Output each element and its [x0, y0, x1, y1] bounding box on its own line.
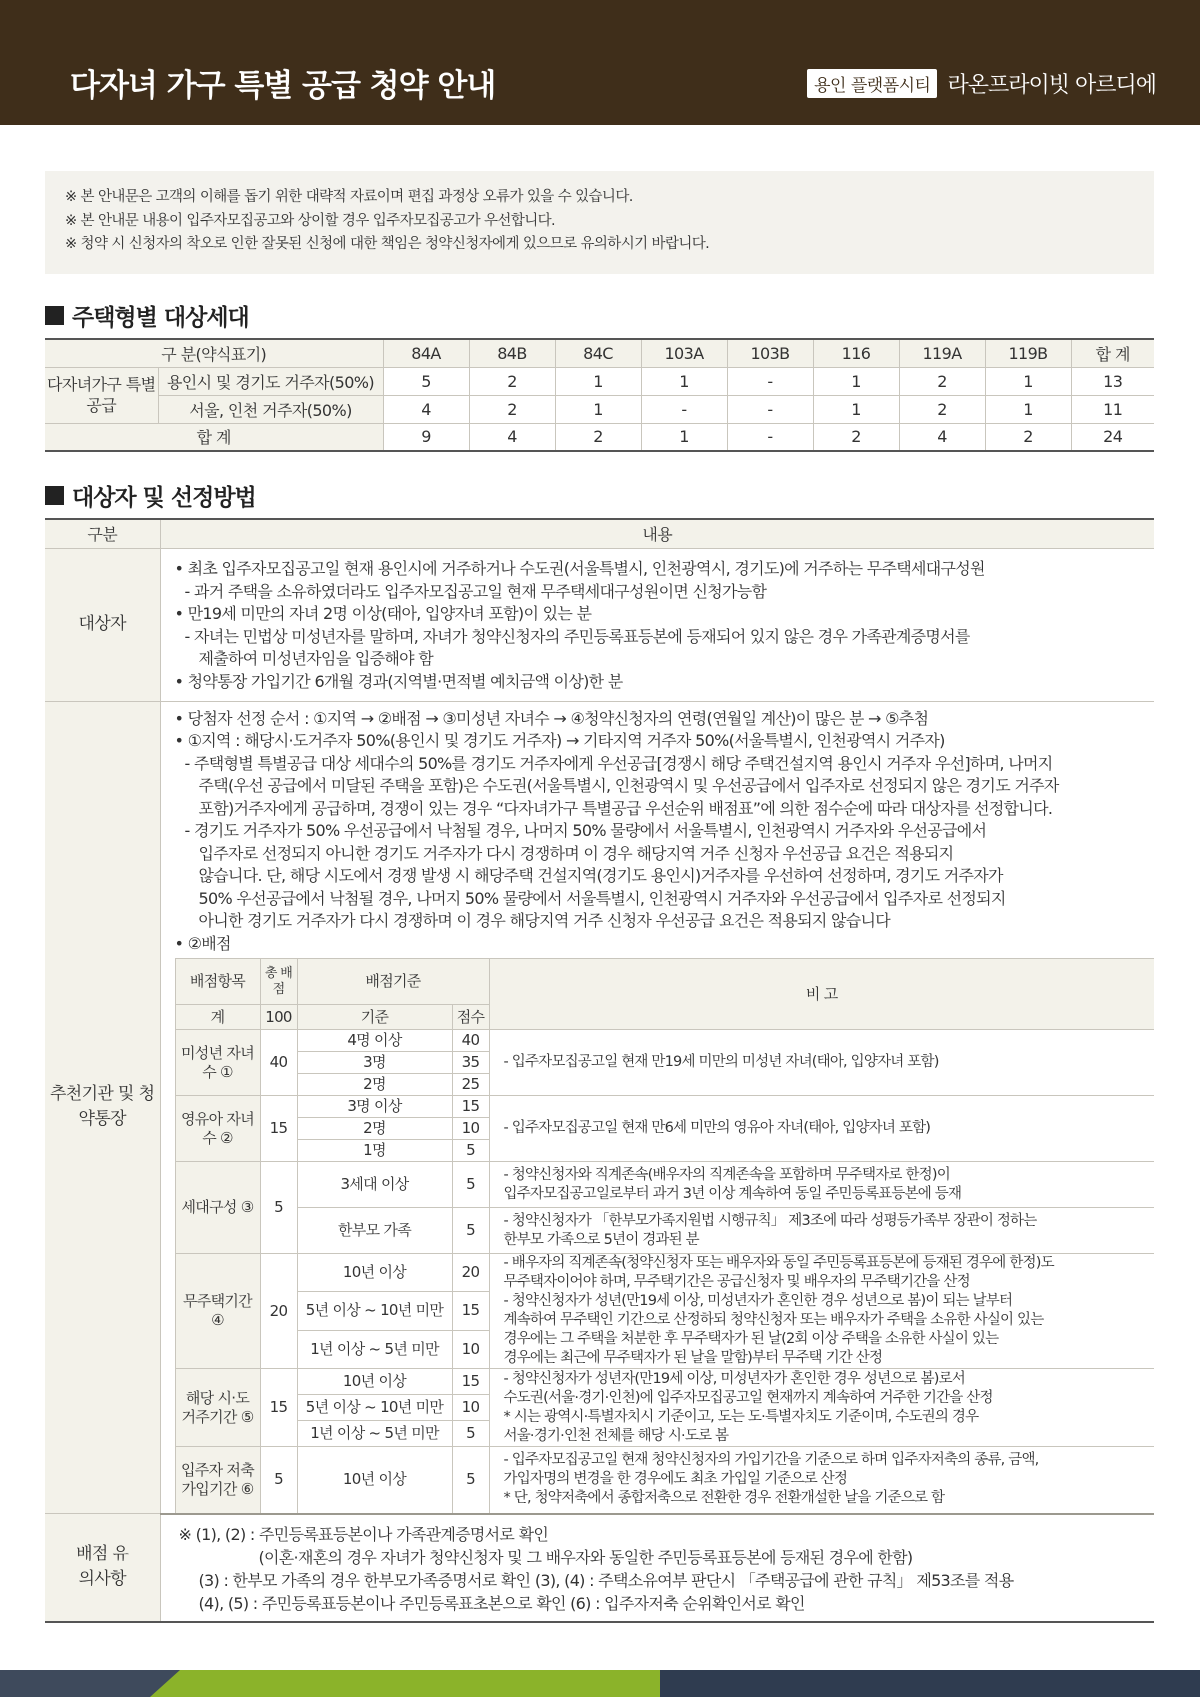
- note-line: 계속하여 무주택인 기간으로 산정하되 청약신청자 또는 배우자가 주택을 소유한 사실이 있는: [503, 1312, 1044, 1328]
- table-cell: 1: [641, 423, 727, 451]
- table-cell: 1: [555, 395, 641, 423]
- subheader-cell: 계: [175, 1005, 260, 1030]
- table-cell: 1: [813, 395, 899, 423]
- score-basis: 10년 이상: [297, 1254, 452, 1292]
- header-cell: 내용: [160, 519, 1154, 548]
- score-value: 5: [452, 1140, 489, 1162]
- content-line: • 당첨자 선정 순서 : ①지역 → ②배점 → ③미성년 자녀수 → ④청약신청자의 연령(연월일 계산)이 많은 분 → ⑤추첨: [174, 708, 929, 728]
- type-header: 103B: [727, 339, 813, 367]
- score-row: [175, 1096, 1154, 1118]
- score-value: 15: [452, 1292, 489, 1330]
- table-row: [45, 395, 1154, 423]
- content-line: (이혼·재혼의 경우 자녀가 청약신청자 및 그 배우자와 동일한 주민등록표등본에 등재된 경우에 한함): [258, 1547, 913, 1567]
- type-header: 84A: [383, 339, 469, 367]
- table-cell: 2: [469, 395, 555, 423]
- score-item: 영유아 자녀수 ②: [175, 1096, 260, 1162]
- page-header: [0, 0, 1200, 125]
- score-basis: 10년 이상: [297, 1447, 452, 1513]
- section-title-selection: [45, 479, 256, 512]
- square-bullet-icon: [45, 306, 64, 325]
- score-basis: 4명 이상: [297, 1030, 452, 1052]
- unit-allocation-table: [45, 338, 1154, 452]
- table-cell: 11: [1071, 395, 1154, 423]
- score-total: 15: [260, 1369, 297, 1447]
- score-value: 5: [452, 1208, 489, 1254]
- type-header: 합 계: [1071, 339, 1154, 367]
- content-line: (3) : 한부모 가족의 경우 한부모가족증명서로 확인 (3), (4) : 주택소유여부 판단시 「주택공급에 관한 규칙」 제53조를 적용: [198, 1570, 1014, 1590]
- brand-name: 라온프라이빗 아르디에: [947, 73, 1156, 98]
- score-total: 20: [260, 1254, 297, 1369]
- type-header: 119B: [985, 339, 1071, 367]
- score-value: 5: [452, 1162, 489, 1208]
- score-basis: 10년 이상: [297, 1369, 452, 1395]
- target-label: 대상자: [45, 548, 160, 701]
- table-cell: 1: [555, 367, 641, 395]
- score-value: 40: [452, 1030, 489, 1052]
- score-note: [489, 1030, 1154, 1096]
- table-cell: 1: [813, 367, 899, 395]
- content-line: • 만19세 미만의 자녀 2명 이상(태아, 입양자녀 포함)이 있는 분: [174, 604, 592, 623]
- score-total: 15: [260, 1096, 297, 1162]
- content-line: • ②배점: [174, 933, 231, 953]
- footer-accent-green: [150, 1670, 660, 1697]
- table-cell: 2: [985, 423, 1071, 451]
- score-row: [175, 1447, 1154, 1513]
- note-line: - 입주자모집공고일 현재 만6세 미만의 영유아 자녀(태아, 입양자녀 포함): [503, 1120, 931, 1136]
- table-row: [45, 367, 1154, 395]
- selection-label: 추천기관 및 청약통장: [45, 701, 160, 1514]
- content-line: (4), (5) : 주민등록표등본이나 주민등록표초본으로 확인 (6) : 입주자저축 순위확인서로 확인: [198, 1593, 805, 1613]
- score-note: [489, 1208, 1154, 1254]
- score-basis: 5년 이상 ~ 10년 미만: [297, 1395, 452, 1421]
- score-item: 입주자 저축 가입기간 ⑥: [175, 1447, 260, 1513]
- brand-badge: 용인 플랫폼시티: [807, 69, 937, 98]
- notice-line: ※ 본 안내문 내용이 입주자모집공고와 상이할 경우 입주자모집공고가 우선합니다.: [65, 212, 556, 229]
- table-cell: 13: [1071, 367, 1154, 395]
- table-cell: 4: [899, 423, 985, 451]
- table-header-row: [45, 339, 1154, 367]
- subheader-cell: 100: [260, 1005, 297, 1030]
- table-cell: -: [727, 423, 813, 451]
- header-cell: 배점항목: [175, 959, 260, 1005]
- selection-content: [160, 701, 1154, 1514]
- score-basis: 1명: [297, 1140, 452, 1162]
- group-label: 다자녀가구 특별공급: [45, 367, 158, 423]
- subheader-cell: 점수: [452, 1005, 489, 1030]
- note-line: 가입자명의 변경을 한 경우에도 최초 가입일 기준으로 산정: [503, 1471, 848, 1488]
- content-line: 주택(우선 공급에서 미달된 주택을 포함)은 수도권(서울특별시, 인천광역시 및 우선공급에서 입주자로 선정되지 않은 경기도 거주자: [198, 776, 1059, 795]
- table-cell: -: [727, 367, 813, 395]
- score-item: 세대구성 ③: [175, 1162, 260, 1254]
- score-value: 20: [452, 1254, 489, 1292]
- note-line: 경우에는 그 주택을 처분한 후 무주택자가 된 날(2회 이상 주택을 소유한 사실이 있는: [503, 1331, 999, 1347]
- notice-box: [45, 171, 1154, 274]
- target-row: [45, 548, 1154, 701]
- score-value: 5: [452, 1447, 489, 1513]
- note-line: - 청약신청자가 성년자(만19세 이상, 미성년자가 혼인한 경우 성년으로 봄)로서: [503, 1370, 965, 1387]
- header-cell: 배점기준: [297, 959, 489, 1005]
- brand-block: [807, 68, 1156, 99]
- score-row: [175, 1030, 1154, 1052]
- score-value: 10: [452, 1330, 489, 1368]
- note-line: - 입주자모집공고일 현재 청약신청자의 가입기간을 기준으로 하며 입주자저축의 종류, 금액,: [503, 1452, 1039, 1469]
- score-table: [175, 958, 1155, 1513]
- notice-line: ※ 청약 시 신청자의 착오로 인한 잘못된 신청에 대한 책임은 청약신청자에게 있으므로 유의하시기 바랍니다.: [65, 236, 710, 252]
- content-line: - 주택형별 특별공급 대상 세대수의 50%를 경기도 거주자에게 우선공급[경쟁시 해당 주택건설지역 용인시 거주자 우선]하며, 나머지: [184, 753, 1053, 773]
- notice-line: ※ 본 안내문은 고객의 이해를 돕기 위한 대략적 자료이며 편집 과정상 오류가 있을 수 있습니다.: [65, 189, 633, 205]
- note-line: 무주택자이어야 하며, 무주택기간은 공급신청자 및 배우자의 무주택기간을 산정: [503, 1274, 970, 1290]
- content-line: • ①지역 : 해당시·도거주자 50%(용인시 및 경기도 거주자) → 기타지역 거주자 50%(서울특별시, 인천광역시 거주자): [174, 731, 945, 750]
- score-basis: 5년 이상 ~ 10년 미만: [297, 1292, 452, 1330]
- score-basis: 1년 이상 ~ 5년 미만: [297, 1330, 452, 1368]
- score-note: [489, 1096, 1154, 1162]
- score-value: 15: [452, 1369, 489, 1395]
- square-bullet-icon: [45, 486, 64, 505]
- score-basis: 2명: [297, 1074, 452, 1096]
- section-title-text: 대상자 및 선정방법: [72, 485, 256, 511]
- table-cell: 2: [469, 367, 555, 395]
- table-cell: 2: [899, 367, 985, 395]
- score-total: 5: [260, 1162, 297, 1254]
- score-note: [489, 1162, 1154, 1208]
- score-total: 5: [260, 1447, 297, 1513]
- score-item: 해당 시·도 거주기간 ⑤: [175, 1369, 260, 1447]
- score-total: 40: [260, 1030, 297, 1096]
- score-value: 25: [452, 1074, 489, 1096]
- table-cell: 2: [555, 423, 641, 451]
- table-header-row: [45, 519, 1154, 548]
- table-cell: 5: [383, 367, 469, 395]
- score-row: [175, 1208, 1154, 1254]
- score-row: [175, 1254, 1154, 1292]
- content-line: 아니한 경기도 거주자가 다시 경쟁하며 이 경우 해당지역 거주 신청자 우선공급 요건은 적용되지 않습니다: [198, 911, 891, 930]
- type-header: 84C: [555, 339, 641, 367]
- score-note: [489, 1447, 1154, 1513]
- score-basis: 1년 이상 ~ 5년 미만: [297, 1421, 452, 1447]
- type-header: 84B: [469, 339, 555, 367]
- header-cell: 구 분(약식표기): [45, 339, 383, 367]
- score-basis: 3명 이상: [297, 1096, 452, 1118]
- note-line: - 청약신청자가 성년(만19세 이상, 미성년자가 혼인한 경우 성년으로 봄)이 되는 날부터: [503, 1293, 1013, 1309]
- content-line: ※ (1), (2) : 주민등록표등본이나 가족관계증명서로 확인: [178, 1524, 549, 1544]
- note-line: * 시는 광역시·특별자치시 기준이고, 도는 도·특별자치도 기준이며, 수도권의 경우: [503, 1408, 979, 1425]
- content-line: 입주자로 선정되지 아니한 경기도 거주자가 다시 경쟁하며 이 경우 해당지역 거주 신청자 우선공급 요건은 적용되지: [198, 843, 954, 863]
- table-cell: 1: [985, 395, 1071, 423]
- table-cell: 9: [383, 423, 469, 451]
- header-cell: 구분: [45, 519, 160, 548]
- score-basis: 한부모 가족: [297, 1208, 452, 1254]
- table-cell: -: [727, 395, 813, 423]
- score-note: [489, 1254, 1154, 1369]
- caution-label: 배점 유의사항: [45, 1514, 160, 1622]
- type-header: 119A: [899, 339, 985, 367]
- note-line: - 청약신청자와 직계존속(배우자의 직계존속을 포함하며 무주택자로 한정)이: [503, 1166, 950, 1183]
- content-line: - 자녀는 민법상 미성년자를 말하며, 자녀가 청약신청자의 주민등록표등본에 등재되어 있지 않은 경우 가족관계증명서를: [184, 626, 970, 646]
- note-line: - 배우자의 직계존속(청약신청자 또는 배우자와 동일 주민등록표등본에 등재된 경우에 한정)도: [503, 1255, 1054, 1271]
- note-line: 서울·경기·인천 전체를 해당 시·도로 봄: [503, 1427, 729, 1444]
- table-cell: 4: [383, 395, 469, 423]
- score-row: [175, 1162, 1154, 1208]
- caution-row: [45, 1514, 1154, 1622]
- table-cell: 2: [813, 423, 899, 451]
- score-value: 15: [452, 1096, 489, 1118]
- score-note: [489, 1369, 1154, 1447]
- total-label: 합 계: [45, 423, 383, 451]
- page-title: 다자녀 가구 특별 공급 청약 안내: [70, 68, 496, 104]
- caution-content: [160, 1514, 1154, 1622]
- table-cell: 4: [469, 423, 555, 451]
- section-title-text: 주택형별 대상세대: [72, 305, 249, 331]
- selection-table: [45, 518, 1154, 1623]
- score-item: 무주택기간 ④: [175, 1254, 260, 1369]
- row-label: 용인시 및 경기도 거주자(50%): [158, 367, 383, 395]
- score-basis: 2명: [297, 1118, 452, 1140]
- note-line: * 단, 청약저축에서 종합저축으로 전환한 경우 전환개설한 날을 기준으로 함: [503, 1490, 945, 1507]
- header-cell: 총 배점: [260, 959, 297, 1005]
- content-line: - 과거 주택을 소유하였더라도 입주자모집공고일 현재 무주택세대구성원이면 신청가능함: [184, 581, 767, 601]
- score-item: 미성년 자녀수 ①: [175, 1030, 260, 1096]
- score-value: 10: [452, 1395, 489, 1421]
- total-row: [45, 423, 1154, 451]
- content-line: 포함)거주자에게 공급하며, 경쟁이 있는 경우 “다자녀가구 특별공급 우선순위 배점표”에 의한 점수순에 따라 대상자를 선정합니다.: [198, 798, 1053, 818]
- footer-accent-navy: [660, 1670, 1200, 1697]
- table-cell: 1: [641, 367, 727, 395]
- row-label: 서울, 인천 거주자(50%): [158, 395, 383, 423]
- section-title-units: [45, 299, 249, 332]
- score-row: [175, 1369, 1154, 1395]
- score-basis: 3세대 이상: [297, 1162, 452, 1208]
- note-line: 입주자모집공고일로부터 과거 3년 이상 계속하여 동일 주민등록표등본에 등재: [503, 1185, 962, 1202]
- score-basis: 3명: [297, 1052, 452, 1074]
- table-cell: 24: [1071, 423, 1154, 451]
- content-line: 않습니다. 단, 해당 시도에서 경쟁 발생 시 해당주택 건설지역(경기도 용인시)거주자를 우선하여 선정하며, 경기도 거주자가: [198, 866, 1003, 885]
- content-line: • 최초 입주자모집공고일 현재 용인시에 거주하거나 수도권(서울특별시, 인천광역시, 경기도)에 거주하는 무주택세대구성원: [174, 559, 985, 578]
- content-line: 50% 우선공급에서 낙첨될 경우, 나머지 50% 물량에서 서울특별시, 인천광역시 거주자와 우선공급에서 입주자로 선정되지: [198, 888, 1006, 908]
- subheader-cell: 기준: [297, 1005, 452, 1030]
- type-header: 116: [813, 339, 899, 367]
- target-content: [160, 548, 1154, 701]
- note-line: 한부모 가족으로 5년이 경과된 분: [503, 1231, 699, 1248]
- table-cell: 1: [985, 367, 1071, 395]
- score-value: 5: [452, 1421, 489, 1447]
- header-cell: 비 고: [489, 959, 1154, 1030]
- content-line: • 청약통장 가입기간 6개월 경과(지역별·면적별 예치금액 이상)한 분: [174, 671, 623, 691]
- content-line: 제출하여 미성년자임을 입증해야 함: [198, 649, 433, 668]
- table-cell: 2: [899, 395, 985, 423]
- footer-bar: [0, 1670, 1200, 1697]
- score-header-row: [175, 959, 1154, 1005]
- content-line: - 경기도 거주자가 50% 우선공급에서 낙첨될 경우, 나머지 50% 물량에서 서울특별시, 인천광역시 거주자와 우선공급에서: [184, 821, 987, 840]
- note-line: - 입주자모집공고일 현재 만19세 미만의 미성년 자녀(태아, 입양자녀 포함): [503, 1054, 939, 1070]
- note-line: 경우에는 최근에 무주택자가 된 날을 말함)부터 무주택 기간 산정: [503, 1350, 883, 1366]
- note-line: - 청약신청자가 「한부모가족지원법 시행규칙」 제3조에 따라 성평등가족부 장관이 정하는: [503, 1212, 1037, 1229]
- note-line: 수도권(서울·경기·인천)에 입주자모집공고일 현재까지 계속하여 거주한 기간을 산정: [503, 1389, 993, 1406]
- table-cell: -: [641, 395, 727, 423]
- selection-row: [45, 701, 1154, 1514]
- score-value: 10: [452, 1118, 489, 1140]
- score-value: 35: [452, 1052, 489, 1074]
- type-header: 103A: [641, 339, 727, 367]
